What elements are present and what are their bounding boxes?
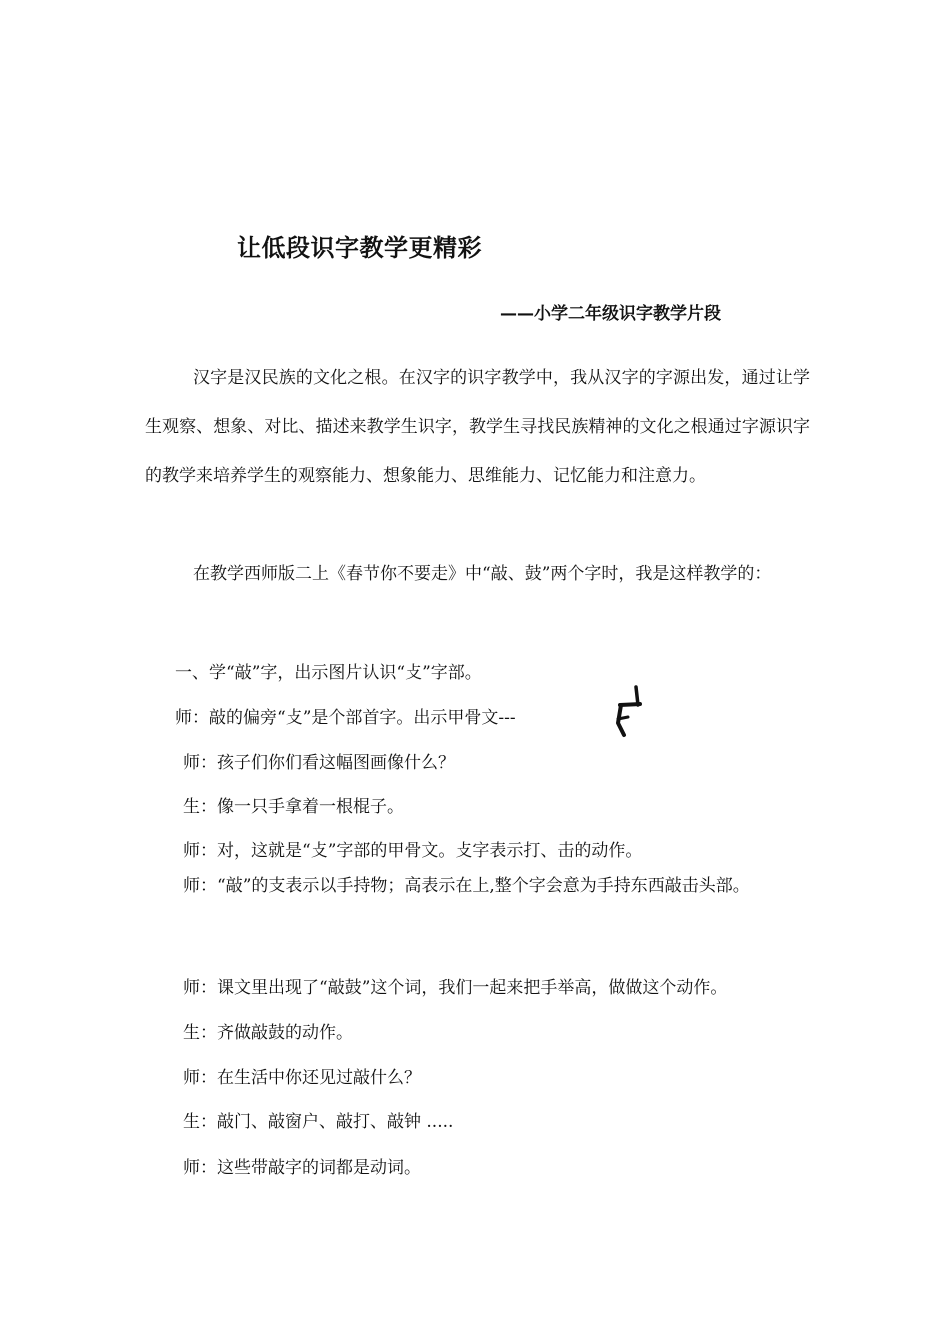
dialogue-line: 生：齐做敲鼓的动作。 [183,1023,353,1043]
dialogue-line: 师：对，这就是“攴”字部的甲骨文。攴字表示打、击的动作。 [183,841,643,861]
dialogue-line: 师：“敲”的支表示以手持物；高表示在上,整个字会意为手持东西敲击头部。 [183,876,750,896]
dialogue-line: 师：敲的偏旁“攴”是个部首字。出示甲骨文--- [175,708,516,728]
dialogue-line: 师：课文里出现了“敲鼓”这个词，我们一起来把手举高，做做这个动作。 [183,978,728,998]
oracle-bone-script-image [608,683,648,739]
section-heading: 一、学“敲”字，出示图片认识“攴”字部。 [175,663,482,683]
dialogue-line: 生：敲门、敲窗户、敲打、敲钟 ..... [183,1112,454,1132]
intro-paragraph: 汉字是汉民族的文化之根。在汉字的识字教学中，我从汉字的字源出发，通过让学生观察、想象、对比、描述来教学生识字，教学生寻找民族精神的文化之根通过字源识字的教学来培养学生的观察能力、想象能力、思维能力、记忆能力和注意力。 [145,368,810,486]
dialogue-line: 生：像一只手拿着一根棍子。 [183,797,404,817]
dialogue-line: 师：孩子们你们看这幅图画像什么？ [183,753,455,773]
dialogue-line: 师：在生活中你还见过敲什么？ [183,1068,421,1088]
document-title: 让低段识字教学更精彩 [237,234,482,262]
intro-paragraph: 在教学西师版二上《春节你不要走》中“敲、鼓”两个字时，我是这样教学的： [193,564,772,584]
document-subtitle: ——小学二年级识字教学片段 [500,304,721,324]
dialogue-line: 师：这些带敲字的词都是动词。 [183,1158,421,1178]
